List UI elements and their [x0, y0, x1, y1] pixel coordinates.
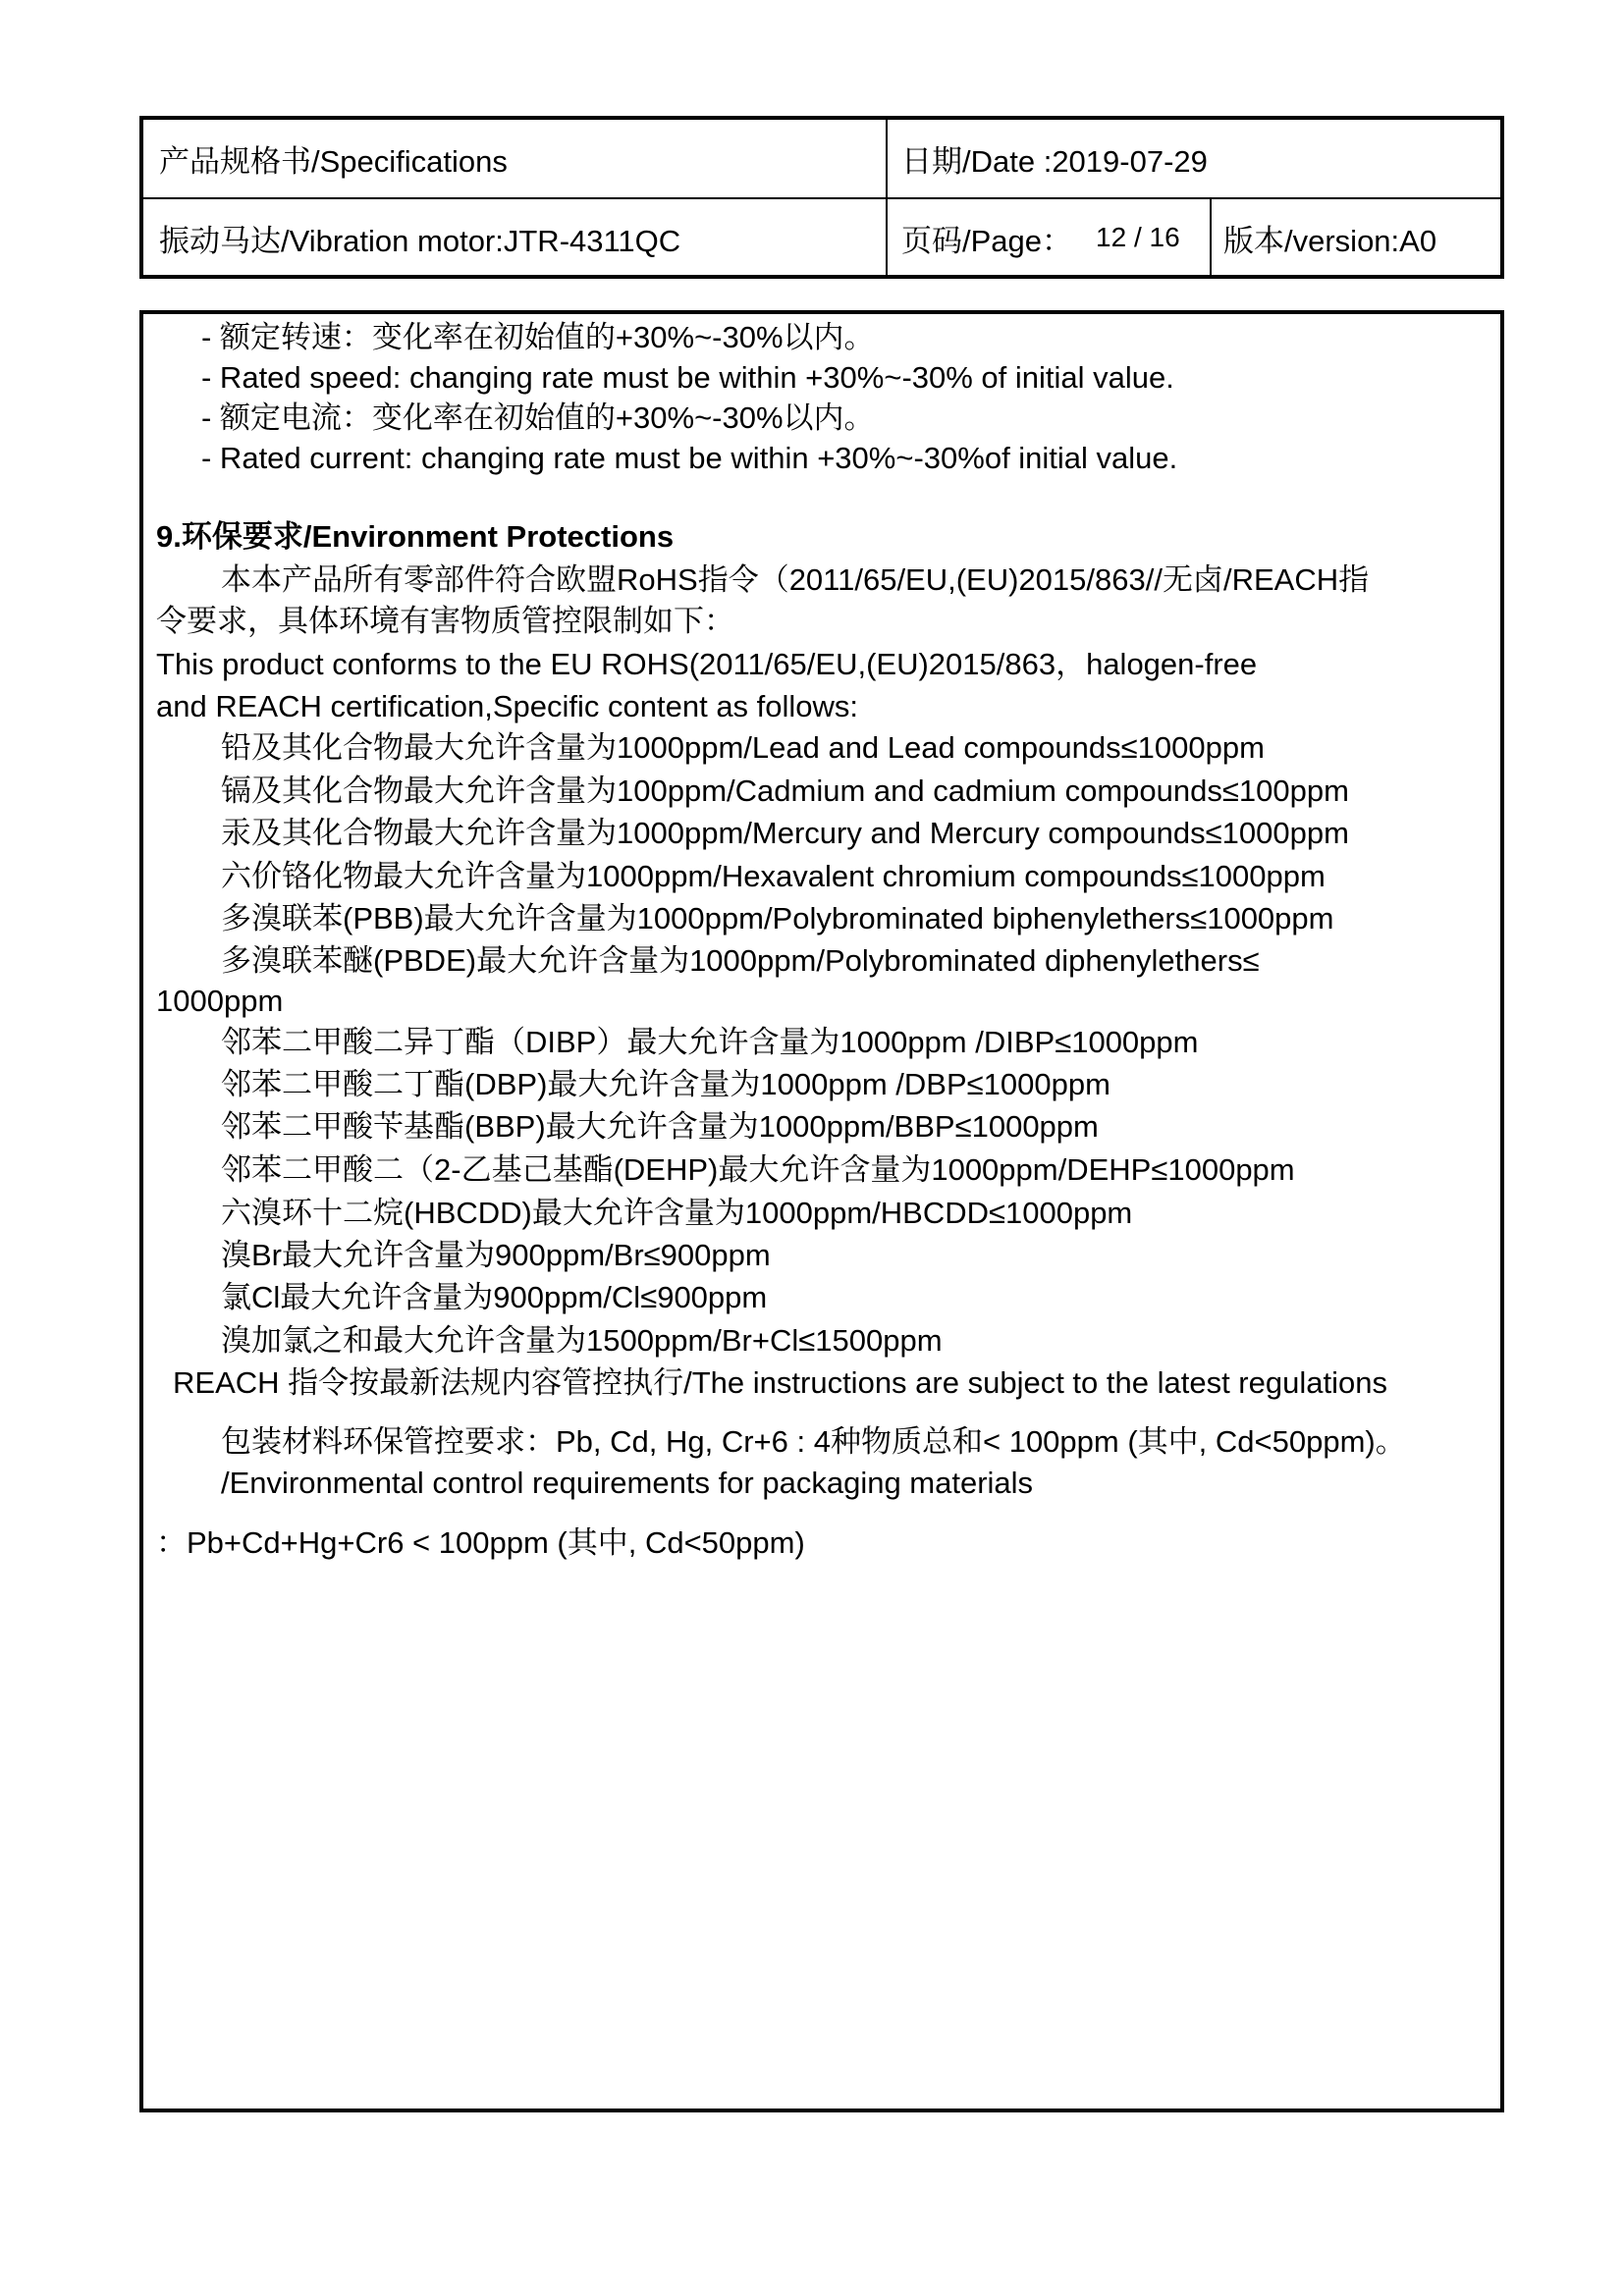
text-line: 邻苯二甲酸苄基酯(BBP)最大允许含量为1000ppm/BBP≤1000ppm	[221, 1109, 1099, 1144]
text-line: 包装材料环保管控要求：Pb, Cd, Hg, Cr+6 : 4种物质总和< 100ppm (其中, Cd<50ppm)。	[221, 1424, 1406, 1459]
version-field: 版本/version:A0	[1223, 223, 1437, 258]
text-line: - 额定电流：变化率在初始值的+30%~-30%以内。	[201, 400, 875, 435]
text-line: 六溴环十二烷(HBCDD)最大允许含量为1000ppm/HBCDD≤1000ppm	[221, 1196, 1133, 1230]
section-heading: 9.环保要求/Environment Protections	[156, 519, 675, 554]
text-line: 1000ppm	[156, 984, 284, 1018]
text-line: - Rated current: changing rate must be within +30%~-30%of initial value.	[201, 441, 1178, 475]
text-line: 邻苯二甲酸二丁酯(DBP)最大允许含量为1000ppm /DBP≤1000ppm	[221, 1067, 1110, 1101]
text-line: 溴加氯之和最大允许含量为1500ppm/Br+Cl≤1500ppm	[221, 1323, 943, 1358]
text-line: 六价铬化物最大允许含量为1000ppm/Hexavalent chromium compounds≤1000ppm	[221, 859, 1326, 893]
text-line: 镉及其化合物最大允许含量为100ppm/Cadmium and cadmium compounds≤100ppm	[221, 774, 1349, 808]
page-field	[901, 199, 1180, 276]
text-line: 铅及其化合物最大允许含量为1000ppm/Lead and Lead compounds≤1000ppm	[221, 730, 1265, 765]
text-line: /Environmental control requirements for packaging materials	[221, 1466, 1034, 1500]
text-line: REACH 指令按最新法规内容管控执行/The instructions are subject to the latest regulations	[173, 1365, 1387, 1400]
text-line: 令要求，具体环境有害物质管控限制如下：	[156, 604, 734, 638]
date-field: 日期/Date :2019-07-29	[901, 144, 1208, 179]
text-line: 本本产品所有零部件符合欧盟RoHS指令（2011/65/EU,(EU)2015/863//无卤/REACH指	[221, 562, 1370, 597]
text-line: 氯Cl最大允许含量为900ppm/Cl≤900ppm	[221, 1280, 768, 1314]
text-line: 溴Br最大允许含量为900ppm/Br≤900ppm	[221, 1238, 771, 1272]
text-line: - 额定转速：变化率在初始值的+30%~-30%以内。	[201, 320, 875, 354]
text-line: 多溴联苯醚(PBDE)最大允许含量为1000ppm/Polybrominated diphenylethers≤	[221, 943, 1260, 978]
header-divider	[886, 120, 888, 275]
text-line: This product conforms to the EU ROHS(2011/65/EU,(EU)2015/863，halogen-free	[156, 647, 1258, 681]
page-label: 页码/Page：	[901, 223, 1073, 258]
text-line: 邻苯二甲酸二异丁酯（DIBP）最大允许含量为1000ppm /DIBP≤1000ppm	[221, 1025, 1199, 1059]
text-line: and REACH certification,Specific content as follows:	[156, 689, 859, 723]
page-number: 12 / 16	[1096, 222, 1180, 252]
text-line: - Rated speed: changing rate must be within +30%~-30% of initial value.	[201, 360, 1174, 395]
spec-title: 产品规格书/Specifications	[159, 144, 508, 179]
header-divider	[1210, 197, 1212, 275]
product-name: 振动马达/Vibration motor:JTR-4311QC	[159, 223, 681, 258]
header-table	[139, 116, 1504, 279]
text-line: ：Pb+Cd+Hg+Cr6 < 100ppm (其中, Cd<50ppm)	[156, 1525, 805, 1560]
text-line: 多溴联苯(PBB)最大允许含量为1000ppm/Polybrominated biphenylethers≤1000ppm	[221, 901, 1334, 935]
text-line: 邻苯二甲酸二（2-乙基己基酯(DEHP)最大允许含量为1000ppm/DEHP≤1000ppm	[221, 1152, 1295, 1187]
text-line: 汞及其化合物最大允许含量为1000ppm/Mercury and Mercury compounds≤1000ppm	[221, 816, 1349, 850]
